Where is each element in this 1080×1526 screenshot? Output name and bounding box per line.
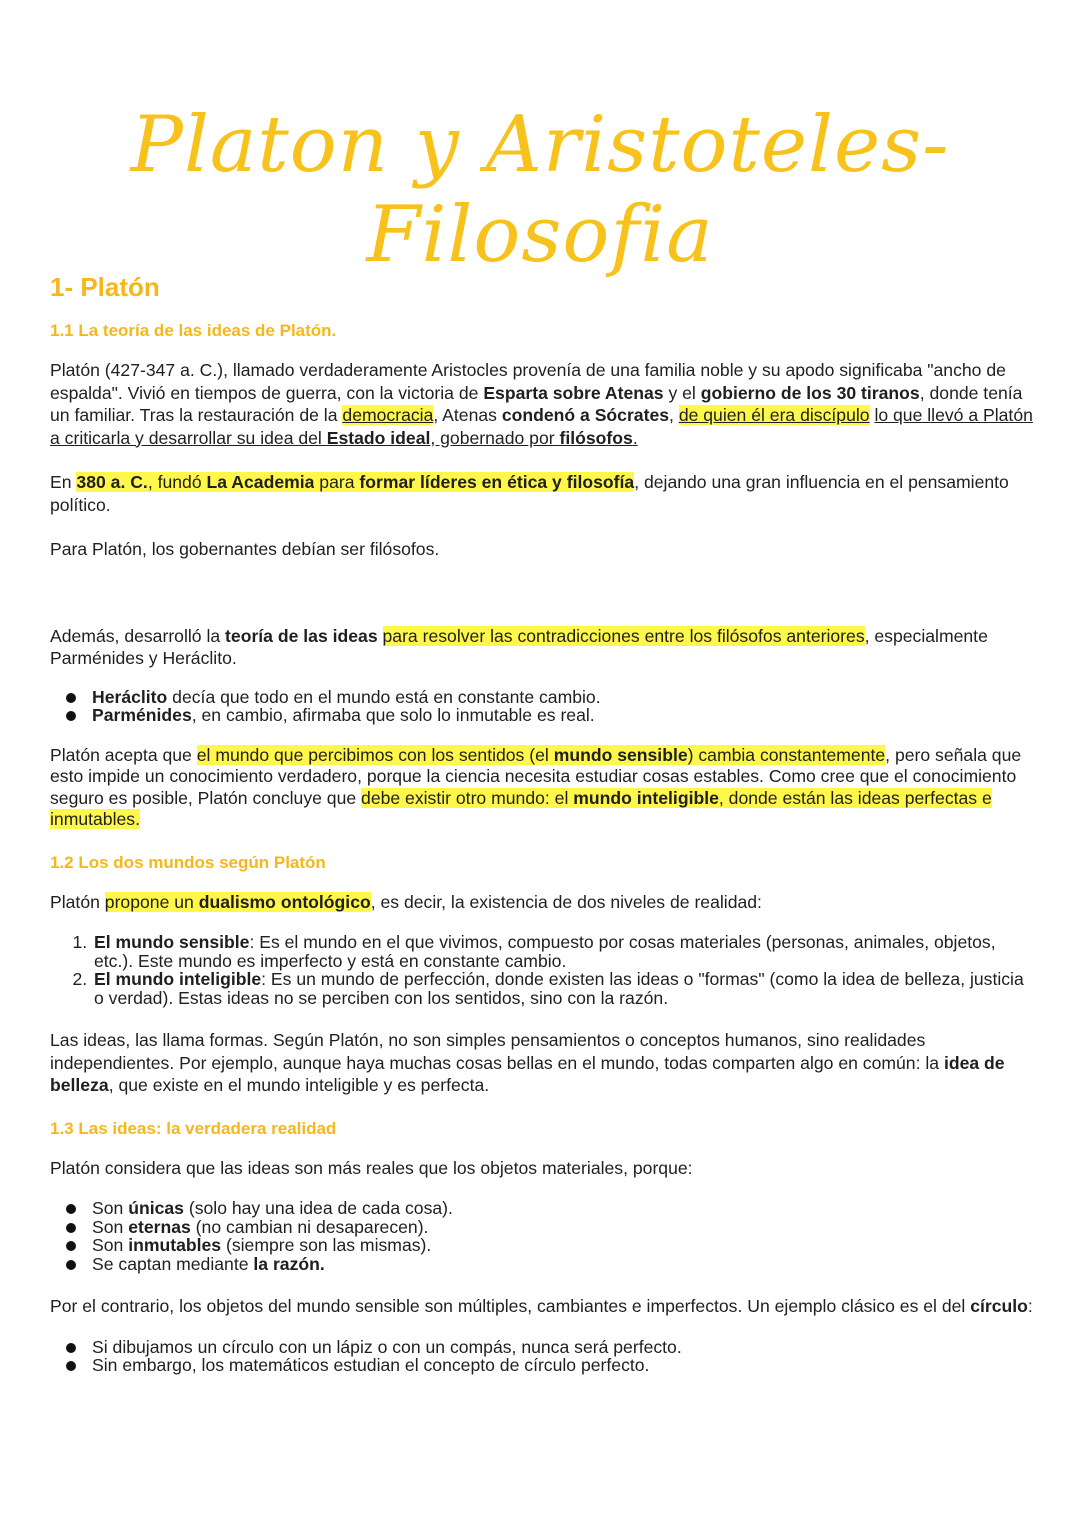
list-item: Son eternas (no cambian ni desaparecen). [92,1218,1035,1237]
list-item: Son inmutables (siempre son las mismas). [92,1236,1035,1255]
philosophers-list [50,688,1035,725]
list-item: Parménides, en cambio, afirmaba que solo lo inmutable es real. [92,706,1035,725]
paragraph-gobernantes: Para Platón, los gobernantes debían ser filósofos. [50,539,440,559]
section-heading-platon: 1- Platón [50,272,160,302]
list-item: Heráclito decía que todo en el mundo está en constante cambio. [92,688,1035,707]
paragraph-dualismo: Platón propone un dualismo ontológico, es decir, la existencia de dos niveles de realidad: [50,891,762,912]
list-item: 2. El mundo inteligible: Es un mundo de perfección, donde existen las ideas o "formas" (como la idea de belleza, justicia o verdad). Estas ideas no se perciben con los sentidos, sino con la razón. [92,970,1035,1007]
subsection-heading-1-1: 1.1 La teoría de las ideas de Platón. [50,321,337,340]
paragraph-mundo-sensible: Platón acepta que el mundo que percibimos con los sentidos (el mundo sensible) cambia constantemente, pero señala que esto impide un conocimiento verdadero, porque la ciencia necesita estudiar cosas estables. Como cree que el conocimiento seguro es posible, Platón concluye que debe existir otro mundo: el mundo inteligible, donde están las ideas perfectas e inmutables. [50,744,1022,829]
list-item: Si dibujamos un círculo con un lápiz o con un compás, nunca será perfecto. [92,1338,1035,1357]
circle-example-list [50,1338,1035,1375]
list-item: Se captan mediante la razón. [92,1255,1035,1274]
paragraph-teoria-ideas: Además, desarrolló la teoría de las ideas para resolver las contradicciones entre los filósofos anteriores, especialmente Parménides y Heráclito. [50,625,988,668]
two-worlds-list [50,933,1035,1007]
list-item: 1. El mundo sensible: Es el mundo en el que vivimos, compuesto por cosas materiales (personas, animales, objetos, etc.). Este mundo es imperfecto y está en constante cambio. [92,933,1035,970]
list-item: Son únicas (solo hay una idea de cada cosa). [92,1199,1035,1218]
ideas-properties-list [50,1199,1035,1273]
paragraph-formas: Las ideas, las llama formas. Según Platón, no son simples pensamientos o conceptos humanos, sino realidades independientes. Por ejemplo, aunque haya muchas cosas bellas en el mundo, todas comparten algo en común: la idea de belleza, que existe en el mundo inteligible y es perfecta. [50,1030,1005,1095]
paragraph-biography: Platón (427-347 a. C.), llamado verdaderamente Aristocles provenía de una familia noble y su apodo significaba "ancho de espalda". Vivió en tiempos de guerra, con la victoria de Esparta sobre Atenas y el gobierno de los 30 tiranos, donde tenía un familiar. Tras la restauración de la democracia, Atenas condenó a Sócrates, de quien él era discípulo lo que llevó a Platón a criticarla y desarrollar su idea del Estado ideal, gobernado por filósofos. [50,360,1033,448]
subsection-heading-1-3: 1.3 Las ideas: la verdadera realidad [50,1118,337,1138]
paragraph-academia: En 380 a. C., fundó La Academia para formar líderes en ética y filosofía, dejando una gran influencia en el pensamiento político. [50,472,1009,515]
list-item: Sin embargo, los matemáticos estudian el concepto de círculo perfecto. [92,1356,1035,1375]
page-title: Platon y Aristoteles- Filosofia [130,100,950,280]
subsection-heading-1-2: 1.2 Los dos mundos según Platón [50,852,326,872]
paragraph-circulo: Por el contrario, los objetos del mundo sensible son múltiples, cambiantes e imperfectos. Un ejemplo clásico es el del círculo: [50,1296,1033,1316]
paragraph-ideas-reales: Platón considera que las ideas son más reales que los objetos materiales, porque: [50,1157,693,1178]
document-body [50,272,1035,1375]
